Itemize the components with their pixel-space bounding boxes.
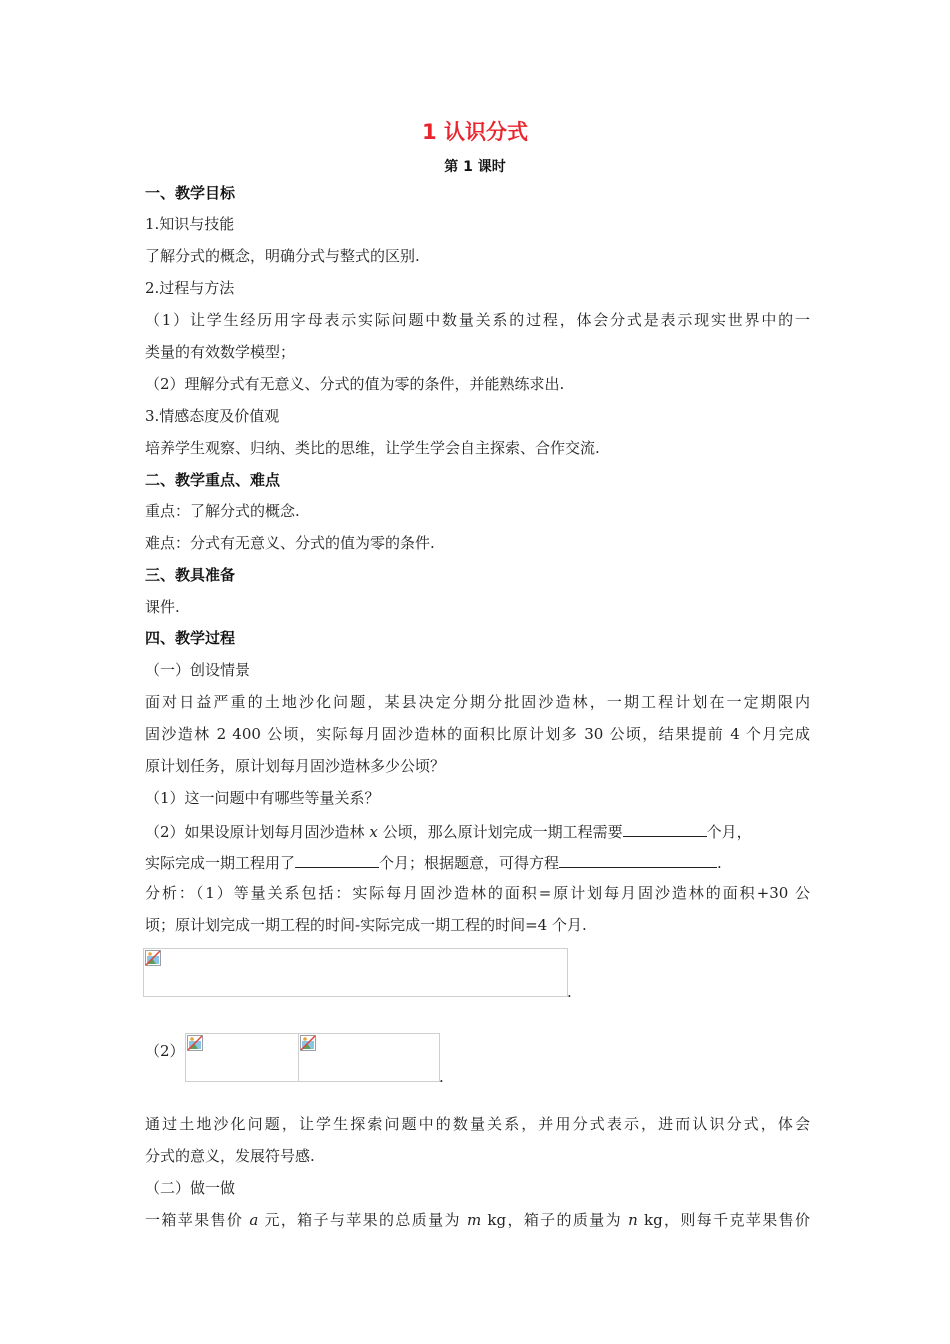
equation-image-placeholder-3 bbox=[298, 1033, 440, 1082]
question-2-prefix: （2）如果设原计划每月固沙造林 bbox=[145, 823, 370, 841]
image-trailing-period-2: . bbox=[439, 1068, 444, 1086]
question-1: （1）这一问题中有哪些等量关系？ bbox=[145, 789, 380, 807]
paragraph-attitude: 培养学生观察、归纳、类比的思维，让学生学会自主探索、合作交流. bbox=[145, 439, 600, 457]
try-mid-1: 元，箱子与苹果的总质量为 bbox=[258, 1211, 468, 1229]
paragraph-scene-2: 固沙造林 2 400 公顷，实际每月固沙造林的面积比原计划多 30 公顷，结果提前 4 个月完成 bbox=[145, 725, 810, 743]
paragraph-scene-3: 原计划任务，原计划每月固沙造林多少公顷？ bbox=[145, 757, 446, 775]
paragraph-difficult-point: 难点：分式有无意义、分式的值为零的条件. bbox=[145, 534, 435, 552]
section-heading-process: 四、教学过程 bbox=[145, 629, 236, 647]
subheading-process: 2.过程与方法 bbox=[145, 279, 235, 297]
answer-blank-1 bbox=[623, 820, 707, 837]
paragraph-analysis-2: 顷；原计划完成一期工程的时间-实际完成一期工程的时间=4 个月. bbox=[145, 916, 587, 934]
try-prefix: 一箱苹果售价 bbox=[145, 1211, 250, 1229]
paragraph-key-point: 重点：了解分式的概念. bbox=[145, 502, 300, 520]
question-3-suffix: . bbox=[717, 854, 722, 872]
subheading-try: （二）做一做 bbox=[145, 1179, 236, 1197]
try-mid-2: kg，箱子的质量为 bbox=[481, 1211, 629, 1229]
question-2 bbox=[145, 820, 810, 842]
variable-x: x bbox=[369, 823, 378, 841]
paragraph-summary-2: 分式的意义，发展符号感. bbox=[145, 1147, 315, 1165]
question-3 bbox=[145, 851, 810, 873]
paragraph-analysis-1: 分析：（1）等量关系包括：实际每月固沙造林的面积=原计划每月固沙造林的面积+30 公 bbox=[145, 884, 810, 902]
subheading-scene: （一）创设情景 bbox=[145, 661, 251, 679]
equation-image-placeholder-1 bbox=[143, 948, 568, 997]
section-heading-goals: 一、教学目标 bbox=[145, 184, 236, 202]
question-3-mid: 个月；根据题意，可得方程 bbox=[379, 854, 560, 872]
paragraph-process-2: （2）理解分式有无意义、分式的值为零的条件，并能熟练求出. bbox=[145, 375, 565, 393]
variable-n: n bbox=[628, 1211, 638, 1229]
paragraph-scene-1: 面对日益严重的土地沙化问题，某县决定分期分批固沙造林，一期工程计划在一定期限内 bbox=[145, 693, 810, 711]
answer-blank-3 bbox=[559, 851, 717, 868]
question-3-prefix: 实际完成一期工程用了 bbox=[145, 854, 296, 872]
paragraph-knowledge: 了解分式的概念，明确分式与整式的区别. bbox=[145, 247, 420, 265]
question-2-mid: 公顷，那么原计划完成一期工程需要 bbox=[377, 823, 623, 841]
subheading-attitude: 3.情感态度及价值观 bbox=[145, 407, 280, 425]
broken-image-icon bbox=[187, 1035, 203, 1051]
broken-image-icon bbox=[145, 950, 161, 966]
variable-m: m bbox=[467, 1211, 482, 1229]
paragraph-process-1a: （1）让学生经历用字母表示实际问题中数量关系的过程，体会分式是表示现实世界中的一 bbox=[145, 311, 810, 329]
paragraph-try bbox=[145, 1210, 810, 1230]
broken-image-icon bbox=[300, 1035, 316, 1051]
page-title: 1 认识分式 bbox=[422, 120, 528, 144]
paragraph-summary-1: 通过土地沙化问题，让学生探索问题中的数量关系，并用分式表示，进而认识分式，体会 bbox=[145, 1115, 810, 1133]
page-subtitle: 第 1 课时 bbox=[444, 159, 506, 175]
section-heading-key: 二、教学重点、难点 bbox=[145, 471, 281, 489]
paragraph-tools: 课件. bbox=[145, 598, 180, 616]
equation-image-placeholder-2 bbox=[185, 1033, 300, 1082]
answer-blank-2 bbox=[295, 851, 379, 868]
paragraph-process-1b: 类量的有效数学模型； bbox=[145, 343, 296, 361]
variable-a: a bbox=[249, 1211, 259, 1229]
question-2-suffix: 个月， bbox=[706, 823, 752, 841]
try-suffix: kg，则每千克苹果售价 bbox=[637, 1211, 810, 1229]
analysis-label-2: （2） bbox=[145, 1042, 185, 1060]
section-heading-tools: 三、教具准备 bbox=[145, 566, 236, 584]
image-trailing-period-1: . bbox=[567, 983, 572, 1001]
subheading-knowledge: 1.知识与技能 bbox=[145, 215, 235, 233]
